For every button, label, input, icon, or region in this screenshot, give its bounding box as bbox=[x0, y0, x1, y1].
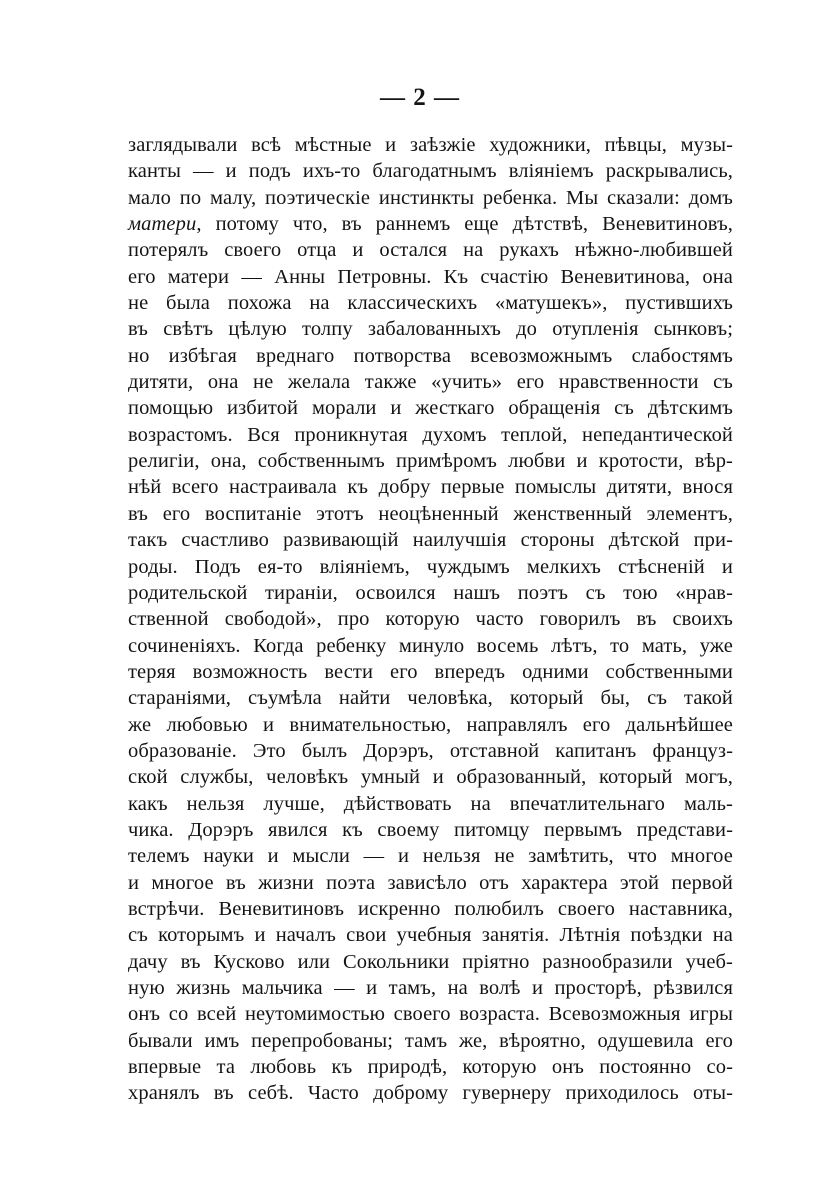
text-line: хранялъ въ себѣ. Часто доброму гувернеру приходилось оты- bbox=[128, 1082, 733, 1105]
text-line: въ его воспитаніе этотъ неоцѣненный женственный элементъ, bbox=[128, 502, 733, 525]
text-line: матери, потому что, въ раннемъ еще дѣтствѣ, Веневитиновъ, bbox=[128, 213, 733, 236]
text-line: дитяти, она не желала также «учить» его нравственности съ bbox=[128, 371, 733, 394]
text-line: дачу въ Кусково или Сокольники пріятно разнообразили учеб- bbox=[128, 950, 733, 973]
text-line: бывали имъ перепробованы; тамъ же, вѣроятно, одушевила его bbox=[128, 1029, 733, 1052]
text-line: его матери — Анны Петровны. Къ счастію Веневитинова, она bbox=[128, 265, 733, 288]
body-text bbox=[128, 132, 733, 1107]
text-line: ственной свободой», про которую часто говорилъ въ своихъ bbox=[128, 608, 733, 631]
text-line: сочиненіяхъ. Когда ребенку минуло восемь лѣтъ, то мать, уже bbox=[128, 634, 733, 657]
text-line: заглядывали всѣ мѣстные и заѣзжіе художники, пѣвцы, музы- bbox=[128, 134, 733, 156]
text-line: стараніями, съумѣла найти человѣка, который бы, съ такой bbox=[128, 687, 733, 710]
text-line: встрѣчи. Веневитиновъ искренно полюбилъ своего наставника, bbox=[128, 897, 733, 920]
text-line: ную жизнь мальчика — и тамъ, на волѣ и просторѣ, рѣзвился bbox=[128, 977, 733, 999]
text-line: ской службы, человѣкъ умный и образованный, который могъ, bbox=[128, 766, 733, 789]
text-line: какъ нельзя лучше, дѣйствовать на впечатлительнаго маль- bbox=[128, 792, 733, 815]
text-line: но избѣгая вреднаго потворства всевозможнымъ слабостямъ bbox=[128, 344, 733, 367]
text-line: образованіе. Это былъ Дорэръ, отставной капитанъ француз- bbox=[128, 739, 733, 762]
text-line: не была похожа на классическихъ «матушекъ», пустившихъ bbox=[128, 292, 733, 315]
text-line: же любовью и внимательностью, направлялъ его дальнѣйшее bbox=[128, 713, 733, 736]
text-line: мало по малу, поэтическіе инстинкты ребенка. Мы сказали: домъ bbox=[128, 186, 733, 209]
text-line: такъ счастливо развивающій наилучшія стороны дѣтской при- bbox=[128, 529, 733, 552]
text-line: роды. Подъ ея-то вліяніемъ, чуждымъ мелкихъ стѣсненій и bbox=[128, 555, 733, 578]
text-line: онъ со всей неутомимостью своего возраста. Всевозможныя игры bbox=[128, 1003, 733, 1026]
text-line: потерялъ своего отца и остался на рукахъ нѣжно-любившей bbox=[128, 239, 733, 262]
text-line: канты — и подъ ихъ-то благодатнымъ вліяніемъ раскрывались, bbox=[128, 160, 733, 183]
text-line: телемъ науки и мысли — и нельзя не замѣтить, что многое bbox=[128, 845, 733, 868]
page-number: — 2 — bbox=[380, 84, 460, 111]
text-line: помощью избитой морали и жесткаго обращенія съ дѣтскимъ bbox=[128, 397, 733, 420]
text-line: чика. Дорэръ явился къ своему питомцу первымъ представи- bbox=[128, 818, 733, 841]
text-line: съ которымъ и началъ свои учебныя занятія. Лѣтнія поѣздки на bbox=[128, 924, 733, 947]
text-line: и многое въ жизни поэта зависѣло отъ характера этой первой bbox=[128, 871, 733, 894]
text-line: родительской тираніи, освоился нашъ поэтъ съ тою «нрав- bbox=[128, 581, 733, 604]
text-line: въ свѣтъ цѣлую толпу забалованныхъ до отупленія сынковъ; bbox=[128, 318, 733, 341]
text-line: возрастомъ. Вся проникнутая духомъ теплой, непедантической bbox=[128, 423, 733, 446]
text-line: теряя возможность вести его впередъ одними собственными bbox=[128, 660, 733, 683]
text-line: религіи, она, собственнымъ примѣромъ любви и кротости, вѣр- bbox=[128, 450, 733, 473]
text-line: нѣй всего настраивала къ добру первые помыслы дитяти, внося bbox=[128, 476, 733, 499]
text-line: впервые та любовь къ природѣ, которую онъ постоянно со- bbox=[128, 1056, 733, 1079]
